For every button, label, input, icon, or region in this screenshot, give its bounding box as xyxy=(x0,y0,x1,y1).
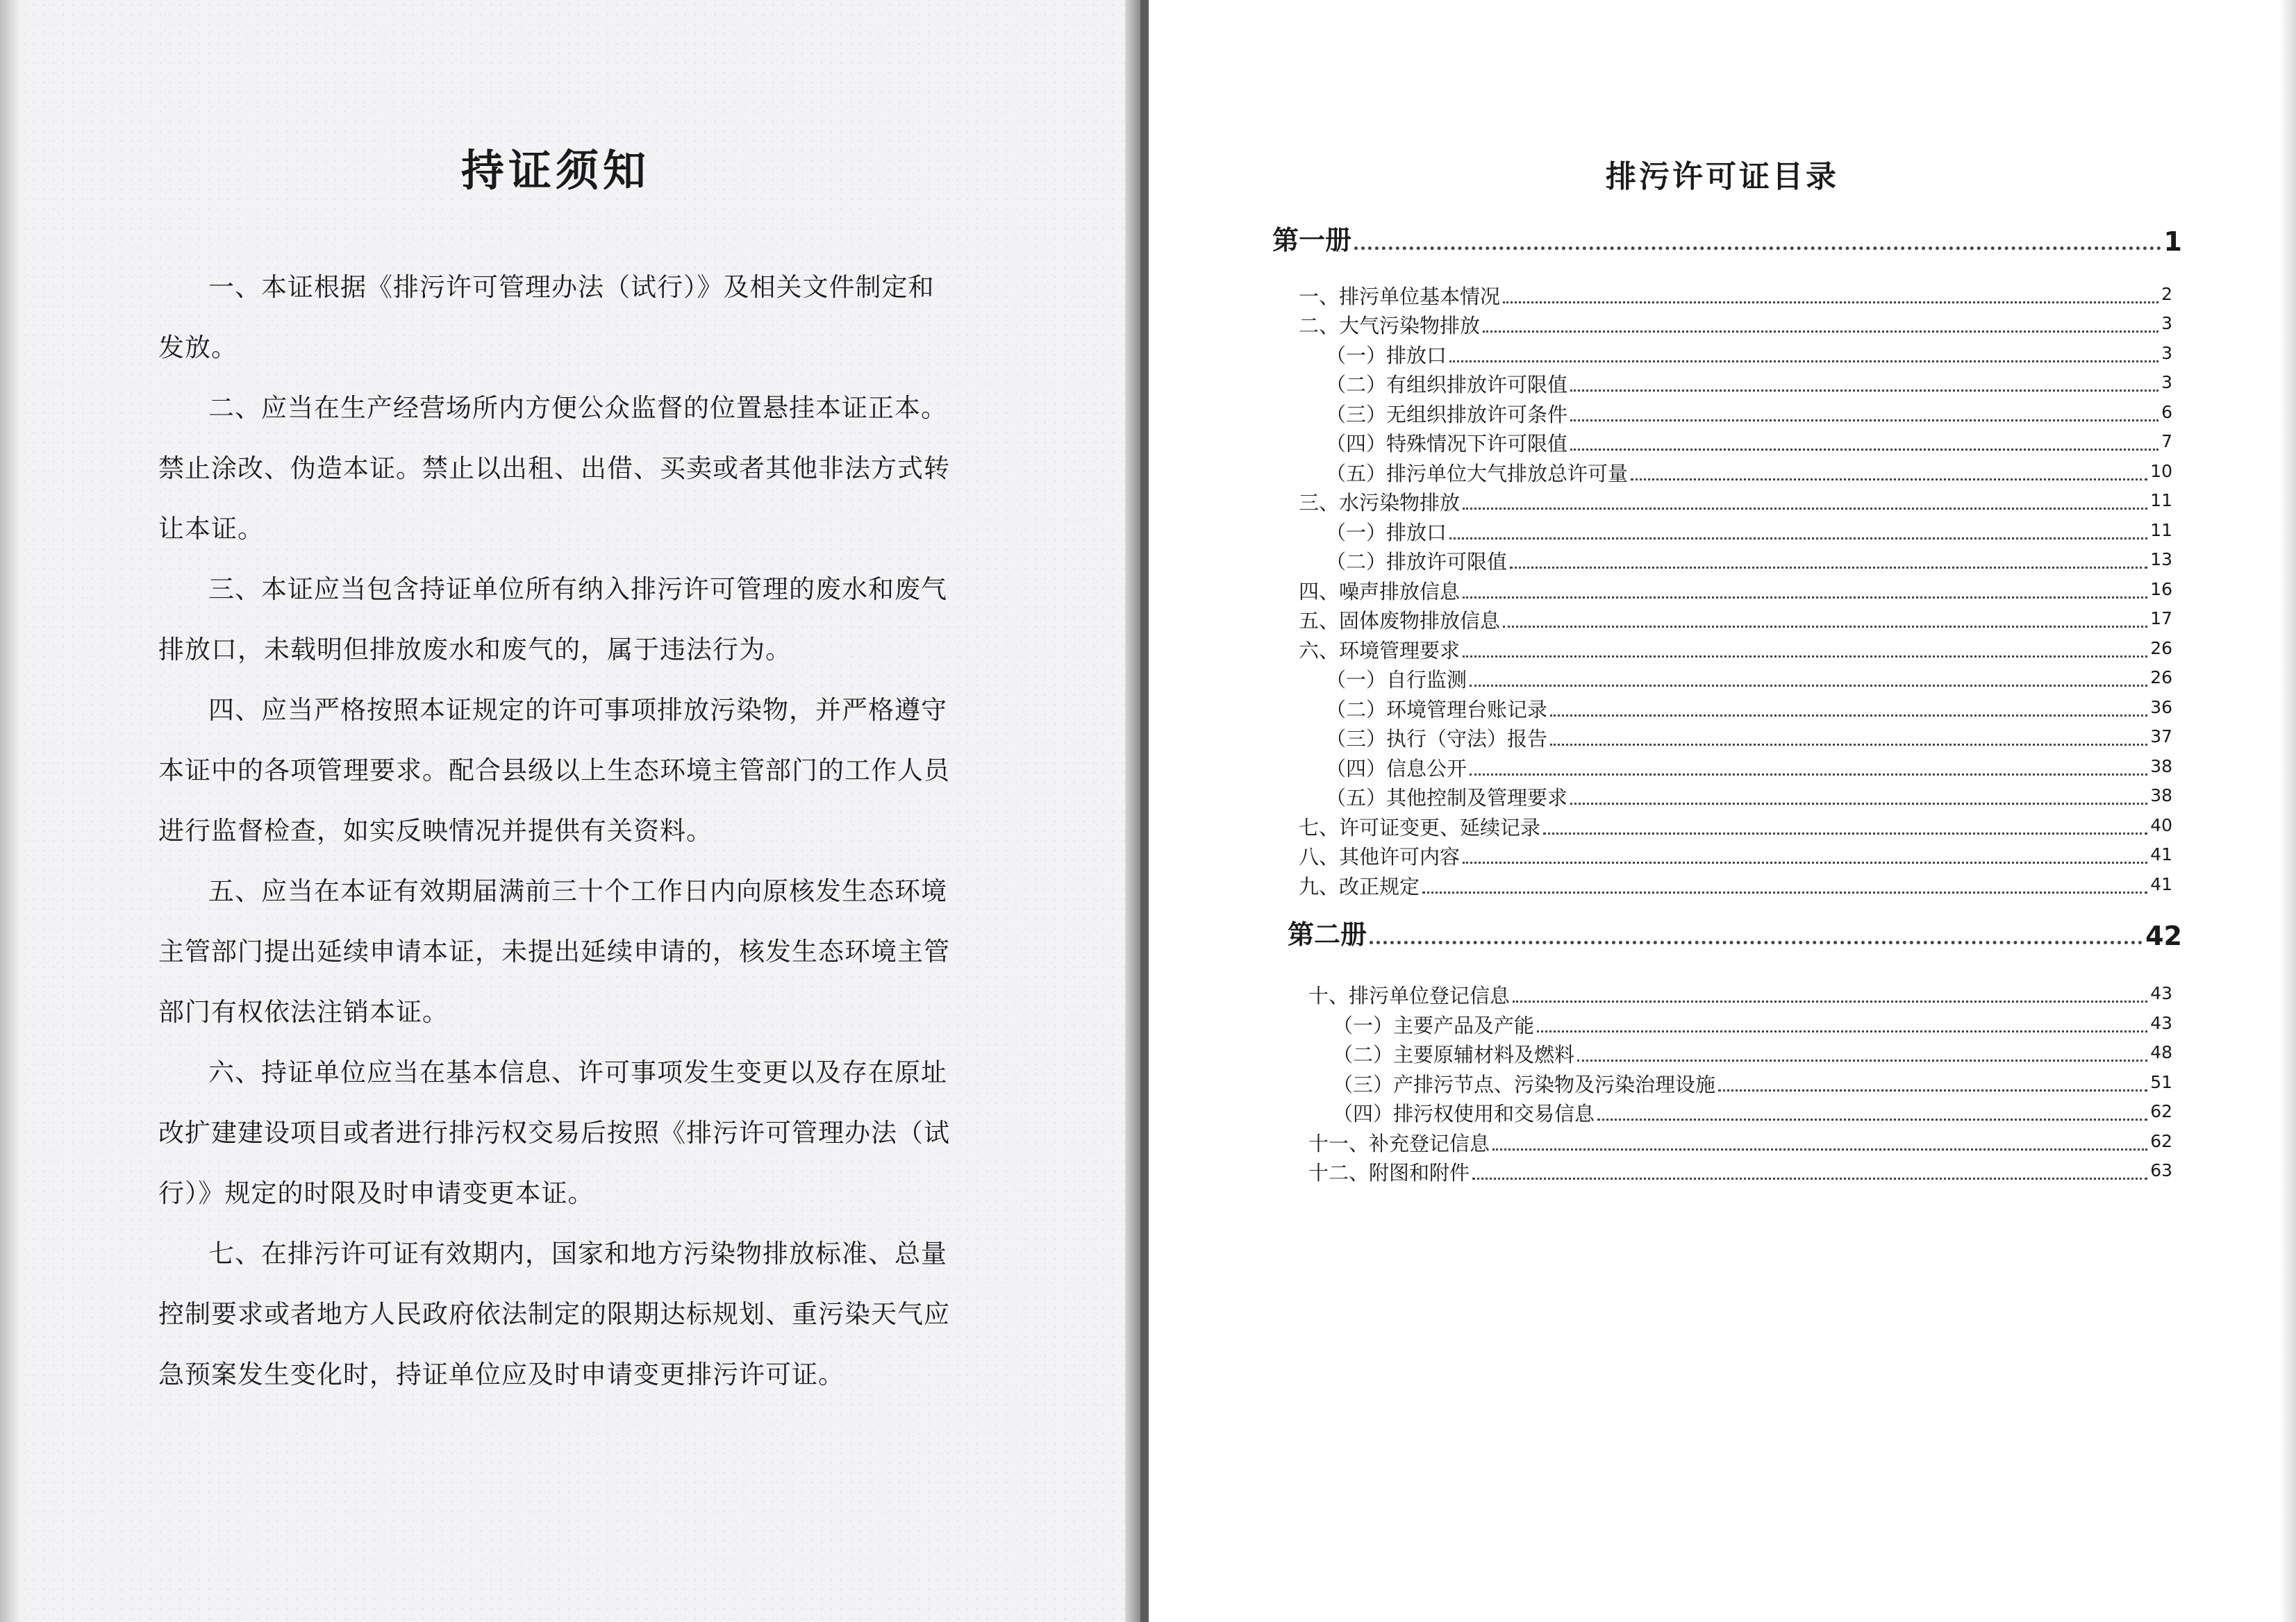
toc-entry-page: 16 xyxy=(2150,579,2172,599)
toc-leader xyxy=(1510,567,2147,569)
toc-entry-page: 3 xyxy=(2161,343,2172,363)
notice-line: 二、应当在生产经营场所内方便公众监督的位置悬挂本证正本。 xyxy=(208,393,947,423)
toc-entry-page: 62 xyxy=(2150,1101,2172,1121)
toc-leader xyxy=(1537,1030,2147,1032)
notice-line: 主管部门提出延续申请本证，未提出延续申请的，核发生态环境主管 xyxy=(158,937,950,967)
toc-entry-label: 十二、附图和附件 xyxy=(1308,1161,1470,1185)
toc-entry-page: 48 xyxy=(2150,1042,2172,1062)
notice-line: 让本证。 xyxy=(158,514,264,544)
toc-entry xyxy=(1308,1129,2172,1157)
toc-entry-label: （二）有组织排放许可限值 xyxy=(1326,373,1568,396)
toc-entry-label: 二、大气污染物排放 xyxy=(1299,314,1481,337)
toc-entry-page: 41 xyxy=(2150,844,2172,864)
toc-volume-label: 第二册 xyxy=(1288,919,1367,950)
toc-entry xyxy=(1299,842,2172,870)
notice-line: 控制要求或者地方人民政府依法制定的限期达标规划、重污染天气应 xyxy=(158,1299,950,1329)
toc-entry xyxy=(1299,636,2172,664)
toc-entry-page: 3 xyxy=(2161,313,2172,333)
toc-leader xyxy=(1470,774,2147,776)
toc-entry xyxy=(1333,1040,2172,1068)
toc-volume-1 xyxy=(1272,222,2182,257)
toc-entry-label: 十、排污单位登记信息 xyxy=(1308,984,1511,1008)
notice-line: 急预案发生变化时，持证单位应及时申请变更排污许可证。 xyxy=(158,1360,845,1389)
toc-entry-page: 62 xyxy=(2150,1131,2172,1151)
toc-entry xyxy=(1326,459,2172,487)
toc-entry-label: （三）无组织排放许可条件 xyxy=(1326,403,1568,426)
toc-leader xyxy=(1570,419,2158,421)
right-page-toc xyxy=(1149,0,2296,1622)
toc-entry-label: 九、改正规定 xyxy=(1299,875,1420,898)
toc-entry xyxy=(1333,1011,2172,1039)
notice-line: 四、应当严格按照本证规定的许可事项排放污染物，并严格遵守 xyxy=(208,695,947,725)
toc-leader xyxy=(1492,1148,2147,1151)
notice-line: 本证中的各项管理要求。配合县级以上生态环境主管部门的工作人员 xyxy=(158,755,950,785)
toc-volume-page: 1 xyxy=(2163,226,2182,257)
notice-line: 发放。 xyxy=(158,333,238,362)
toc-entry-page: 36 xyxy=(2150,697,2172,717)
book-gutter xyxy=(1140,0,1149,1622)
notice-line: 三、本证应当包含持证单位所有纳入排污许可管理的废水和废气 xyxy=(208,574,947,604)
toc-leader xyxy=(1483,331,2158,333)
toc-entry-label: （三）产排污节点、污染物及污染治理设施 xyxy=(1333,1073,1716,1096)
toc-entry-page: 13 xyxy=(2150,549,2172,569)
toc-volume-2 xyxy=(1288,917,2182,951)
notice-line: 排放口，未载明但排放废水和废气的，属于违法行为。 xyxy=(158,635,792,664)
toc-entry-page: 7 xyxy=(2161,431,2172,451)
toc-leader xyxy=(1513,1001,2147,1003)
toc-entry-label: （二）环境管理台账记录 xyxy=(1326,698,1548,721)
toc-entry-page: 43 xyxy=(2150,983,2172,1003)
toc-entry xyxy=(1299,872,2172,900)
notice-line: 一、本证根据《排污许可管理办法（试行）》及相关文件制定和 xyxy=(208,272,935,302)
toc-entry-label: 五、固体废物排放信息 xyxy=(1299,609,1501,633)
notice-line: 部门有权依法注销本证。 xyxy=(158,997,449,1027)
notice-line: 进行监督检查，如实反映情况并提供有关资料。 xyxy=(158,816,713,846)
toc-leader xyxy=(1463,596,2147,599)
toc-leader xyxy=(1631,478,2147,480)
toc-entry-page: 38 xyxy=(2150,785,2172,805)
toc-entry-page: 2 xyxy=(2161,284,2172,304)
toc-entry xyxy=(1326,547,2172,575)
toc-entry-label: （四）排污权使用和交易信息 xyxy=(1333,1102,1595,1126)
toc-leader xyxy=(1543,833,2147,835)
toc-leader xyxy=(1718,1089,2147,1092)
toc-leader xyxy=(1550,714,2147,717)
toc-entry xyxy=(1326,724,2172,752)
notice-title: 持证须知 xyxy=(460,145,650,196)
toc-entry xyxy=(1326,518,2172,546)
toc-entry-label: （二）排放许可限值 xyxy=(1326,550,1508,574)
toc-leader xyxy=(1472,1178,2147,1180)
toc-entry-label: （一）排放口 xyxy=(1326,344,1447,367)
notice-line: 五、应当在本证有效期届满前三十个工作日内向原核发生态环境 xyxy=(208,876,947,906)
toc-entry-page: 63 xyxy=(2150,1160,2172,1180)
notice-line: 七、在排污许可证有效期内，国家和地方污染物排放标准、总量 xyxy=(208,1239,947,1269)
toc-entry-page: 26 xyxy=(2150,638,2172,658)
toc-leader xyxy=(1422,892,2147,894)
toc-entry-page: 11 xyxy=(2150,520,2172,540)
toc-entry-label: 八、其他许可内容 xyxy=(1299,845,1461,869)
toc-leader xyxy=(1570,803,2147,805)
toc-entry xyxy=(1333,1099,2172,1127)
toc-entry-page: 17 xyxy=(2150,608,2172,628)
toc-entry xyxy=(1326,341,2172,369)
toc-entry xyxy=(1326,695,2172,723)
toc-leader xyxy=(1570,390,2158,392)
toc-entry-label: （三）执行（守法）报告 xyxy=(1326,727,1548,751)
toc-entry-label: 三、水污染物排放 xyxy=(1299,491,1461,515)
toc-volume-page: 42 xyxy=(2145,921,2182,951)
toc-entry xyxy=(1326,370,2172,398)
toc-entry-page: 41 xyxy=(2150,874,2172,894)
toc-leader xyxy=(1370,941,2143,944)
toc-entry xyxy=(1308,1158,2172,1186)
toc-entry xyxy=(1299,311,2172,339)
toc-leader xyxy=(1597,1119,2147,1121)
toc-entry xyxy=(1308,981,2172,1009)
toc-leader xyxy=(1449,360,2158,362)
toc-entry xyxy=(1326,754,2172,782)
toc-leader xyxy=(1470,685,2147,687)
toc-leader xyxy=(1354,246,2161,250)
toc-entry-page: 10 xyxy=(2150,461,2172,481)
toc-entry xyxy=(1299,813,2172,841)
toc-entry-label: （一）自行监测 xyxy=(1326,668,1467,692)
toc-title: 排污许可证目录 xyxy=(1606,159,1839,194)
toc-leader xyxy=(1449,537,2147,540)
notice-line: 六、持证单位应当在基本信息、许可事项发生变更以及存在原址 xyxy=(208,1057,947,1087)
toc-entry-label: 十一、补充登记信息 xyxy=(1308,1132,1490,1155)
toc-entry-label: （四）信息公开 xyxy=(1326,757,1467,780)
toc-entry-page: 43 xyxy=(2150,1013,2172,1033)
toc-leader xyxy=(1503,626,2147,628)
toc-entry-label: 四、噪声排放信息 xyxy=(1299,580,1461,603)
toc-leader xyxy=(1550,744,2147,746)
toc-entry-page: 51 xyxy=(2150,1072,2172,1092)
toc-entry-page: 6 xyxy=(2161,402,2172,422)
toc-volume-label: 第一册 xyxy=(1272,225,1352,256)
toc-entry-page: 38 xyxy=(2150,756,2172,776)
toc-entry-label: （四）特殊情况下许可限值 xyxy=(1326,432,1568,455)
toc-entry xyxy=(1326,429,2172,457)
toc-entry-label: （五）其他控制及管理要求 xyxy=(1326,786,1568,810)
toc-entry xyxy=(1326,400,2172,428)
toc-entry xyxy=(1299,606,2172,634)
toc-entry xyxy=(1326,665,2172,693)
toc-entry xyxy=(1299,488,2172,516)
toc-leader xyxy=(1463,862,2147,864)
toc-entry-page: 3 xyxy=(2161,372,2172,392)
toc-leader xyxy=(1503,301,2158,303)
toc-entry-label: 一、排污单位基本情况 xyxy=(1299,285,1501,308)
toc-leader xyxy=(1577,1060,2147,1062)
toc-entry xyxy=(1299,282,2172,310)
toc-entry-label: 六、环境管理要求 xyxy=(1299,639,1461,662)
toc-entry xyxy=(1299,577,2172,605)
toc-entry-page: 37 xyxy=(2150,726,2172,746)
toc-entry-label: 七、许可证变更、延续记录 xyxy=(1299,816,1541,839)
toc-entry-label: （一）主要产品及产能 xyxy=(1333,1014,1535,1037)
toc-leader xyxy=(1570,449,2158,451)
notice-line: 禁止涂改、伪造本证。禁止以出租、出借、买卖或者其他非法方式转 xyxy=(158,453,950,483)
toc-entry xyxy=(1333,1070,2172,1098)
toc-entry-page: 26 xyxy=(2150,667,2172,687)
book-spine-shadow xyxy=(1125,0,1140,1622)
toc-entry xyxy=(1326,783,2172,811)
toc-entry-page: 40 xyxy=(2150,815,2172,835)
toc-entry-page: 11 xyxy=(2150,490,2172,510)
toc-entry-label: （五）排污单位大气排放总许可量 xyxy=(1326,462,1629,485)
left-page-notice xyxy=(0,0,1139,1622)
toc-leader xyxy=(1463,655,2147,658)
toc-entry-label: （一）排放口 xyxy=(1326,521,1447,544)
notice-body xyxy=(158,257,971,1405)
toc-entry-label: （二）主要原辅材料及燃料 xyxy=(1333,1043,1575,1067)
notice-line: 改扩建建设项目或者进行排污权交易后按照《排污许可管理办法（试 xyxy=(158,1118,950,1148)
notice-line: 行）》规定的时限及时申请变更本证。 xyxy=(158,1178,594,1208)
toc-leader xyxy=(1463,508,2147,510)
